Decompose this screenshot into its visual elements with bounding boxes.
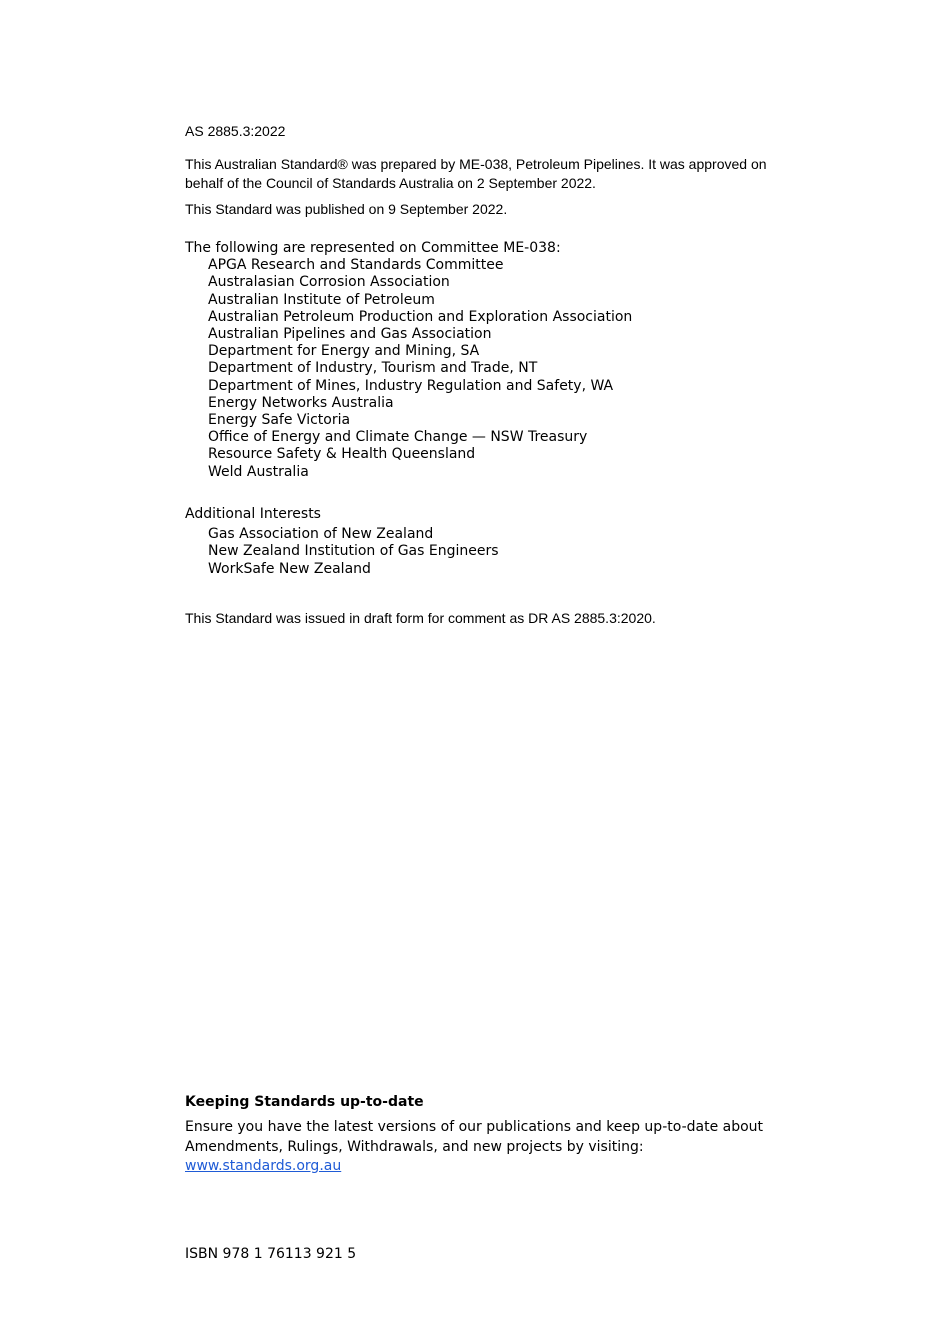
committee-member: Australian Pipelines and Gas Association xyxy=(208,326,492,343)
additional-interest-member: New Zealand Institution of Gas Engineers xyxy=(208,543,499,560)
committee-member: Office of Energy and Climate Change — NSW Treasury xyxy=(208,429,588,446)
standard-designation: AS 2885.3:2022 xyxy=(185,123,286,139)
committee-member: Weld Australia xyxy=(208,463,309,480)
prepared-statement: This Australian Standard® was prepared by ME-038, Petroleum Pipelines. It was approved on behalf of the Council of Standards Australia on 2 September 2022. xyxy=(185,156,767,191)
published-statement: This Standard was published on 9 September 2022. xyxy=(185,201,508,217)
committee-member: APGA Research and Standards Committee xyxy=(208,257,504,274)
committee-member: Australian Petroleum Production and Exploration Association xyxy=(208,308,633,325)
committee-member: Energy Safe Victoria xyxy=(208,412,351,429)
keeping-up-to-date-body xyxy=(185,1118,785,1177)
draft-statement: This Standard was issued in draft form for comment as DR AS 2885.3:2020. xyxy=(185,610,656,626)
committee-member: Department of Industry, Tourism and Trade, NT xyxy=(208,360,538,377)
additional-interests-heading: Additional Interests xyxy=(185,506,321,522)
keeping-up-to-date-section xyxy=(185,1094,785,1177)
committee-member: Department for Energy and Mining, SA xyxy=(208,343,480,360)
isbn: ISBN 978 1 76113 921 5 xyxy=(185,1246,357,1262)
standards-website-link[interactable]: www.standards.org.au xyxy=(185,1158,342,1175)
committee-intro: The following are represented on Committee ME-038: xyxy=(185,240,561,256)
committee-member: Energy Networks Australia xyxy=(208,394,394,411)
keeping-up-to-date-text: Ensure you have the latest versions of our publications and keep up-to-date about Amendments, Rulings, Withdrawals, and new projects by visiting: xyxy=(185,1119,764,1155)
additional-interests-section xyxy=(185,506,785,578)
additional-interests-list xyxy=(185,526,785,578)
additional-interest-member: Gas Association of New Zealand xyxy=(208,526,434,543)
committee-member: Resource Safety & Health Queensland xyxy=(208,446,476,463)
committee-member: Department of Mines, Industry Regulation and Safety, WA xyxy=(208,377,614,394)
keeping-up-to-date-title: Keeping Standards up-to-date xyxy=(185,1094,424,1110)
committee-member-list xyxy=(185,257,785,481)
committee-section xyxy=(185,240,785,481)
additional-interest-member: WorkSafe New Zealand xyxy=(208,560,371,577)
committee-member: Australian Institute of Petroleum xyxy=(208,291,435,308)
committee-member: Australasian Corrosion Association xyxy=(208,274,450,291)
